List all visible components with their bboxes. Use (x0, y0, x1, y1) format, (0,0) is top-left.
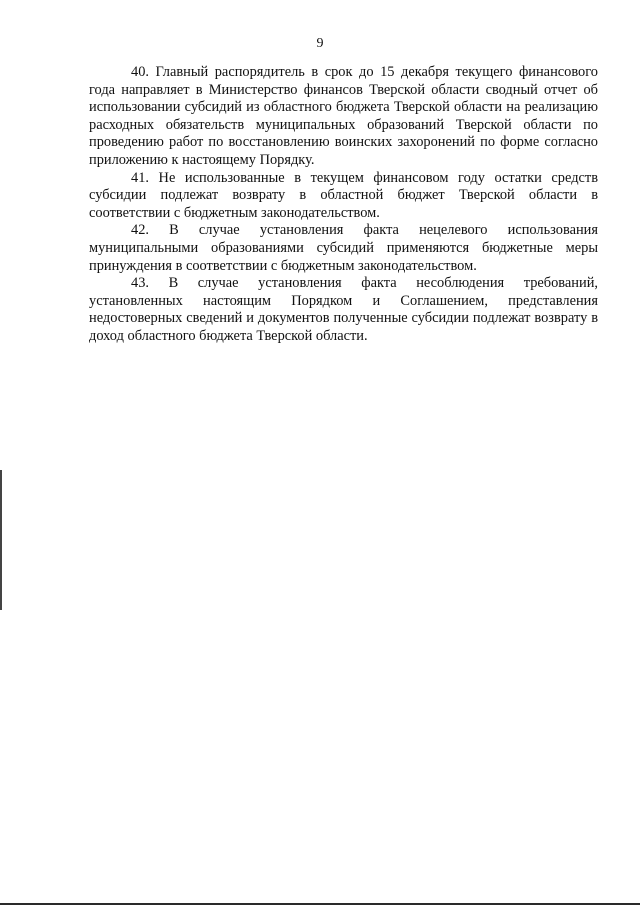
paragraph-43: 43. В случае установления факта несоблюдения требований, установленных настоящим Порядком и Соглашением, представления недостоверных сведений и документов полученные субсидии подлежат возврату в доход областного бюджета Тверской области. (89, 275, 598, 344)
paragraph-42: 42. В случае установления факта нецелевого использования муниципальными образованиями субсидий применяются бюджетные меры принуждения в соответствии с бюджетным законодательством. (89, 222, 598, 274)
paragraph-41: 41. Не использованные в текущем финансовом году остатки средств субсидии подлежат возврату в областной бюджет Тверской области в соответствии с бюджетным законодательством. (89, 169, 598, 221)
page-number: 9 (316, 36, 324, 51)
paragraph-40: 40. Главный распорядитель в срок до 15 декабря текущего финансового года направляет в Министерство финансов Тверской области сводный отчет об использовании субсидий из областного бюджета Тверской области на реализацию расходных обязательств муниципальных образований Тверской области по проведению работ по восстановлению воинских захоронений по форме согласно приложению к настоящему Порядку. (89, 64, 598, 168)
scan-left-edge (0, 470, 2, 610)
document-body (89, 64, 598, 346)
